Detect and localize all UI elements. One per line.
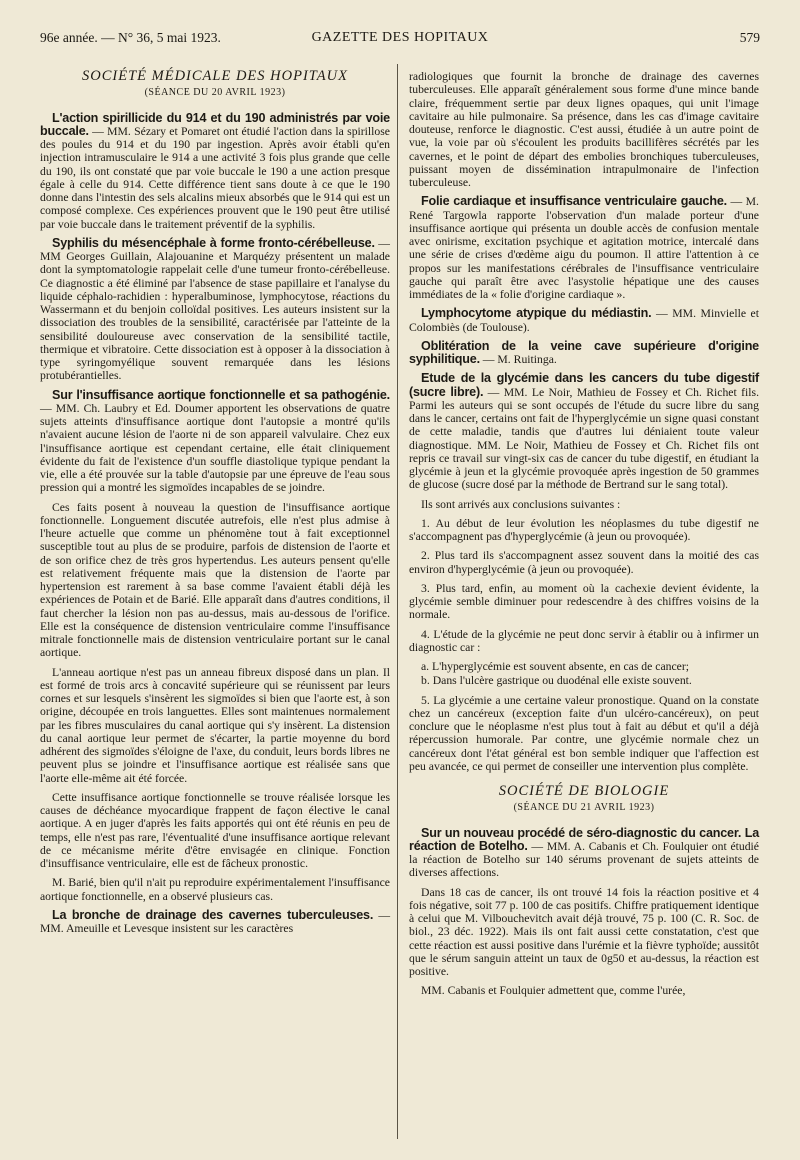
article-glycemie [409,372,759,491]
article-body: — MM. Le Noir, Mathieu de Fossey et Ch. Richet fils. Parmi les auteurs qui se sont occupés de l'étude du sucre libre du sang dans le cancer, certains ont fait de l'hyperglycémie un signe quasi constant de cette maladie, tandis que d'autres lui déniaient toute valeur diagnostique. MM. Le Noir, Mathieu de Fossey et Ch. Richet fils ont repris ce travail sur vingt-six cas de cancer du tube digestif, en étudiant la glycémie à jeun et la glycémie provoquée après ingestion de 50 grammes de glucose (sucre dosé par la méthode de Bertrand sur le sang total). [409,385,759,492]
article-veine-cave [409,340,759,367]
article-body: — M. René Targowla rapporte l'observation d'un malade porteur d'une insuffisance aortique qui présenta un double accès de confusion mentale avec onirisme, excitation psychique et agitation motrice, intercalé dans une série de crises d'œdème aigu du poumon. Il attire l'attention à ce propos sur les manifestations cérébrales de l'insuffisance ventriculaire gauche qui paraît être avec l'asystolie hépatique une des causes immédiates de la « folie d'origine cardiaque ». [409,195,759,301]
page-number: 579 [739,30,760,45]
article-title: Syphilis du mésencéphale à forme fronto-cérébelleuse. [52,235,375,250]
left-column [40,66,390,941]
conclusion-item: 1. Au début de leur évolution les néoplasmes du tube digestif ne s'accompagnent pas d'hyperglycémie (à jeun ou provoquée). [409,516,759,543]
paragraph: L'anneau aortique n'est pas un anneau fibreux disposé dans un plan. Il est formé de trois arcs à concavité supérieure qui se réunissent par leurs cornes et sur lesquels s'insèrent les sigmoïdes si bien que l'aorte est, à son origine, découpée en trois languettes. Elles sont maintenues normalement par les fibres musculaires du canal aortique qui s'y insèrent. La distension du canal aortique leur permet de s'écarter, la partie moyenne du bord adhérent des sigmoïdes s'éloigne de l'axe, du conduit, leurs bords libres ne peuvent plus se joindre et l'insuffisance aortique est réalisée sans que l'aorte elle-même ait été forcée. [40,665,390,785]
paragraph: Ils sont arrivés aux conclusions suivantes : [421,497,621,511]
conclusion-item: 3. Plus tard, enfin, au moment où la cachexie devient évidente, la glycémie semble diminuer pour redescendre à des chiffres voisins de la normale. [409,581,759,622]
article-body: — MM. A. Cabanis et Ch. Foulquier ont étudié la réaction de Botelho sur 140 sérums provenant de sujets atteints de diverses affections. [409,839,759,880]
article-title: L'action spirillicide du 914 et du 190 administrés par voie buccale. [40,110,390,138]
section-title: SOCIÉTÉ DE BIOLOGIE [498,783,670,799]
article-title: Oblitération de la veine cave supérieure d'origine syphilitique. [409,338,759,366]
article-title: Sur un nouveau procédé de séro-diagnostic du cancer. La réaction de Botelho. [409,825,759,853]
article-body: — MM. Sézary et Pomaret ont étudié l'action dans la spirillose des poules du 914 et du 190 par ingestion. Après avoir établi qu'en injection intramusculaire le 914 a une activité 3 fois plus grande que celle du 190, ils ont constaté que par voie buccale le 190 a une action presque égale à celle du 914. Cette différence tient sans doute à ce que le 190 donne dans l'intestin des sels alcalins mieux absorbés que le 914 qui est un composé complexe. Ces expériences prouvent que le 190 peut être utilisé par voie buccale dans le traitement préventif de la syphilis. [40,124,390,231]
article-botelho [409,827,759,880]
article-title: Folie cardiaque et insuffisance ventriculaire gauche. [421,194,727,209]
article-body: — M. Ruitinga. [479,353,557,366]
paragraph: Ces faits posent à nouveau la question de l'insuffisance aortique fonctionnelle. Longuement discutée autrefois, elle n'est plus admise à l'heure actuelle que comme un phénomène tout à fait exceptionnel susceptible tout au plus de se produire, parfois de distension de l'aorte et de son orifice chez de très gros hypertendus. Les auteurs pensent qu'elle est relativement fréquente mais que la distension de l'aorte par hypertension est rarement à sa base comme l'avaient établi déjà les expériences de Potain et de Barié. Elle apparaît dans d'autres conditions, il faut chercher la lésion non pas au-dessus, mais au-dessous de l'orifice. Elle est la conséquence de distension ventriculaire comme l'insuffisance mitrale fonctionnelle mais de distension ventriculaire portant sur le canal aortique. [40,500,390,660]
paragraph: Dans 18 cas de cancer, ils ont trouvé 14 fois la réaction positive et 4 fois négative, soit 77 p. 100 de cas positifs. Chiffre pratiquement identique à celui que M. Vilbouchevitch avait déjà trouvé, 75 p. 100 (C. R. Soc. de biol., 23 déc. 1922). Mais ils ont fait aussi cette constatation, c'est que cette réaction est aussi positive dans l'urémie et la fièvre typhoïde; aussitôt que le sérum sanguin atteint un taux de 0g50 et au-dessus, la réaction est positive. [409,885,759,978]
right-column [409,70,759,1004]
conclusion-item: 2. Plus tard ils s'accompagnent assez souvent dans la moitié des cas environ d'hyperglycémie (à jeun ou provoquée). [409,549,759,576]
article-lymphocytome [409,307,759,334]
section-subtitle: (SÉANCE DU 21 AVRIL 1923) [513,802,655,814]
paragraph: MM. Cabanis et Foulquier admettent que, comme l'urée, [421,984,686,998]
section-subtitle: (SÉANCE DU 20 AVRIL 1923) [144,87,286,99]
conclusion-subitem: a. L'hyperglycémie est souvent absente, en cas de cancer; [421,660,689,673]
article-body: — MM. Ameuille et Levesque insistent sur les caractères [40,908,391,935]
column-divider [397,64,398,1139]
conclusion-subitem: b. Dans l'ulcère gastrique ou duodénal elle existe souvent. [421,674,692,688]
issue-info: 96e année. — N° 36, 5 mai 1923. [40,30,221,45]
article-body: — MM Georges Guillain, Alajouanine et Marquézy présentent un malade dont la symptomatologie rappelait celle d'une tumeur fronto-cérébelleuse. Ce diagnostic a été éliminé par l'absence de stase papillaire et l'analyse du liquide céphalo-rachidien : hyperalbuminose, lymphocytose, réactions du Wassermann et du benjoin colloïdal positives. Les auteurs insistent sur la dissociation des troubles de la sensibilité, caractérisée par l'atteinte de la sensibilité douloureuse avec conservation de la sensibilité tactile, thermique et vibratoire. Cette dissociation est à opposer à la dissociation à type syringomyélique souvent remarquée dans les lésions protubérantielles. [40,236,390,383]
article-spirillicide [40,112,390,231]
paragraph: radiologiques que fournit la bronche de drainage des cavernes tuberculeuses. Elle apparaît généralement sous forme d'une mince bande claire, fréquemment sertie par deux lignes opaques, qui unit l'image cavitaire au hile pulmonaire. Sa présence, dans les cas d'image cavitaire douteuse, renforce le diagnostic. C'est aussi, étudiée à un autre point de vue, la voie par où s'écoulent les produits bacillifères sécrétés par les cavernes, et le point de départ des embolies bronchiques tuberculeuses, puissant moyen de dissémination intrapulmonaire de l'infection tuberculeuse. [409,70,759,189]
journal-title: GAZETTE DES HOPITAUX [311,30,489,45]
conclusion-item: 5. La glycémie a une certaine valeur pronostique. Quand on la constate chez un cancéreux (exception faite d'un ulcéro-cancéreux), on peut conclure que le néoplasme n'est plus tout à fait au début et qu'il a déjà répercussion humorale. Par contre, une glycémie normale chez un cancéreux dont l'état général est bon semble indiquer que l'affection est peu avancée, ce qui permet de conseiller une intervention plus complète. [409,693,759,773]
article-title: Lymphocytome atypique du médiastin. [421,306,652,321]
article-title: Etude de la glycémie dans les cancers du tube digestif (sucre libre). [409,371,759,399]
article-title: Sur l'insuffisance aortique fonctionnelle et sa pathogénie. [52,387,390,402]
section-title: SOCIÉTÉ MÉDICALE DES HOPITAUX [82,68,348,84]
article-body: — MM. Minvielle et Colombiès (de Toulouse). [409,307,759,334]
paragraph: M. Barié, bien qu'il n'ait pu reproduire expérimentalement l'insuffisance aortique fonctionnelle, en a observé plusieurs cas. [40,876,390,903]
article-body: — MM. Ch. Laubry et Ed. Doumer apportent les observations de quatre sujets atteints d'insuffisance aortique dont l'autopsie a montré qu'ils n'avaient aucune lésion de l'aorte ni de son appareil valvulaire. Chez eux l'insuffisance aortique est cependant certaine, elle était cliniquement évidente du fait de l'existence d'un souffle diastolique typique pendant la vie, elle a été prouvée sur la table d'autopsie par une épreuve de l'eau sous pression qui a montré les sigmoïdes incapables de se joindre. [40,401,390,495]
article-syphilis-mesencephale [40,237,390,383]
paragraph: Cette insuffisance aortique fonctionnelle se trouve réalisée lorsque les causes de déchéance myocardique frappent de façon élective le canal aortique. A en juger d'après les faits apportés qui ont été réunis en peu de temps, elle n'est pas rare, l'éventualité d'une insuffisance aortique relevant de ce mécanisme mérite d'être envisagée en clinique. Fonction d'insuffisance ventriculaire, elle est de fâcheux pronostic. [40,790,390,870]
article-insuffisance-aortique [40,389,390,495]
conclusion-item: 4. L'étude de la glycémie ne peut donc servir à établir ou à infirmer un diagnostic car : [409,627,759,654]
article-bronche-drainage [40,909,390,936]
article-title: La bronche de drainage des cavernes tuberculeuses. [52,907,374,922]
article-folie-cardiaque [409,195,759,301]
page-header [40,30,760,52]
